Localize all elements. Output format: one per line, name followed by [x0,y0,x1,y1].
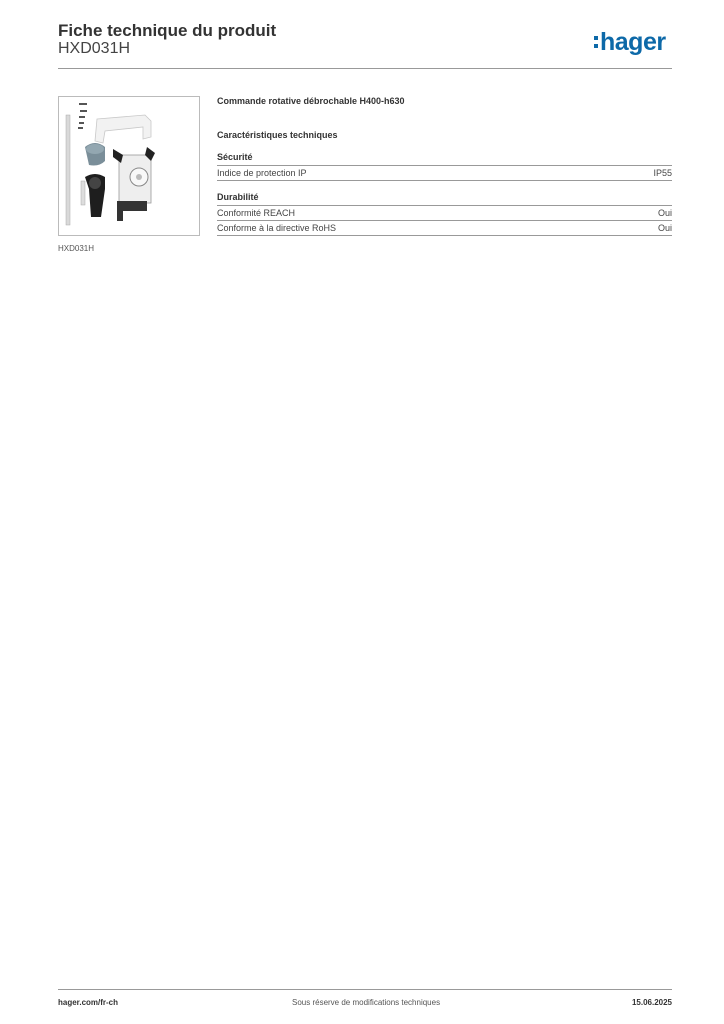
product-title: Commande rotative débrochable H400-h630 [217,96,405,106]
spec-label: Indice de protection IP [217,168,307,178]
spec-group-durabilite [217,192,672,236]
hager-logo [594,28,666,56]
product-image-caption: HXD031H [58,244,95,253]
spec-group-securite [217,152,672,181]
spec-group-heading: Sécurité [217,152,672,166]
spec-label: Conforme à la directive RoHS [217,223,337,233]
logo-colon-mark [594,28,598,56]
page-title: Fiche technique du produit [58,21,277,40]
product-details [217,96,672,236]
spec-value: Oui [657,208,672,218]
specs-heading: Caractéristiques techniques [217,130,338,140]
logo-text: hager [600,28,666,56]
product-reference: HXD031H [58,40,131,57]
spec-value: IP55 [653,168,672,178]
product-image [58,96,200,236]
spec-group-heading: Durabilité [217,192,672,206]
footer-date: 15.06.2025 [631,998,672,1007]
header-divider [58,68,672,69]
footer-divider [58,989,672,990]
spec-row [217,206,672,221]
spec-value: Oui [657,223,672,233]
product-illustration [59,97,199,235]
spec-label: Conformité REACH [217,208,296,218]
footer-website-link[interactable]: hager.com/fr-ch [58,998,119,1007]
footer-disclaimer: Sous réserve de modifications techniques [292,998,441,1007]
spec-row [217,221,672,236]
spec-row [217,166,672,181]
